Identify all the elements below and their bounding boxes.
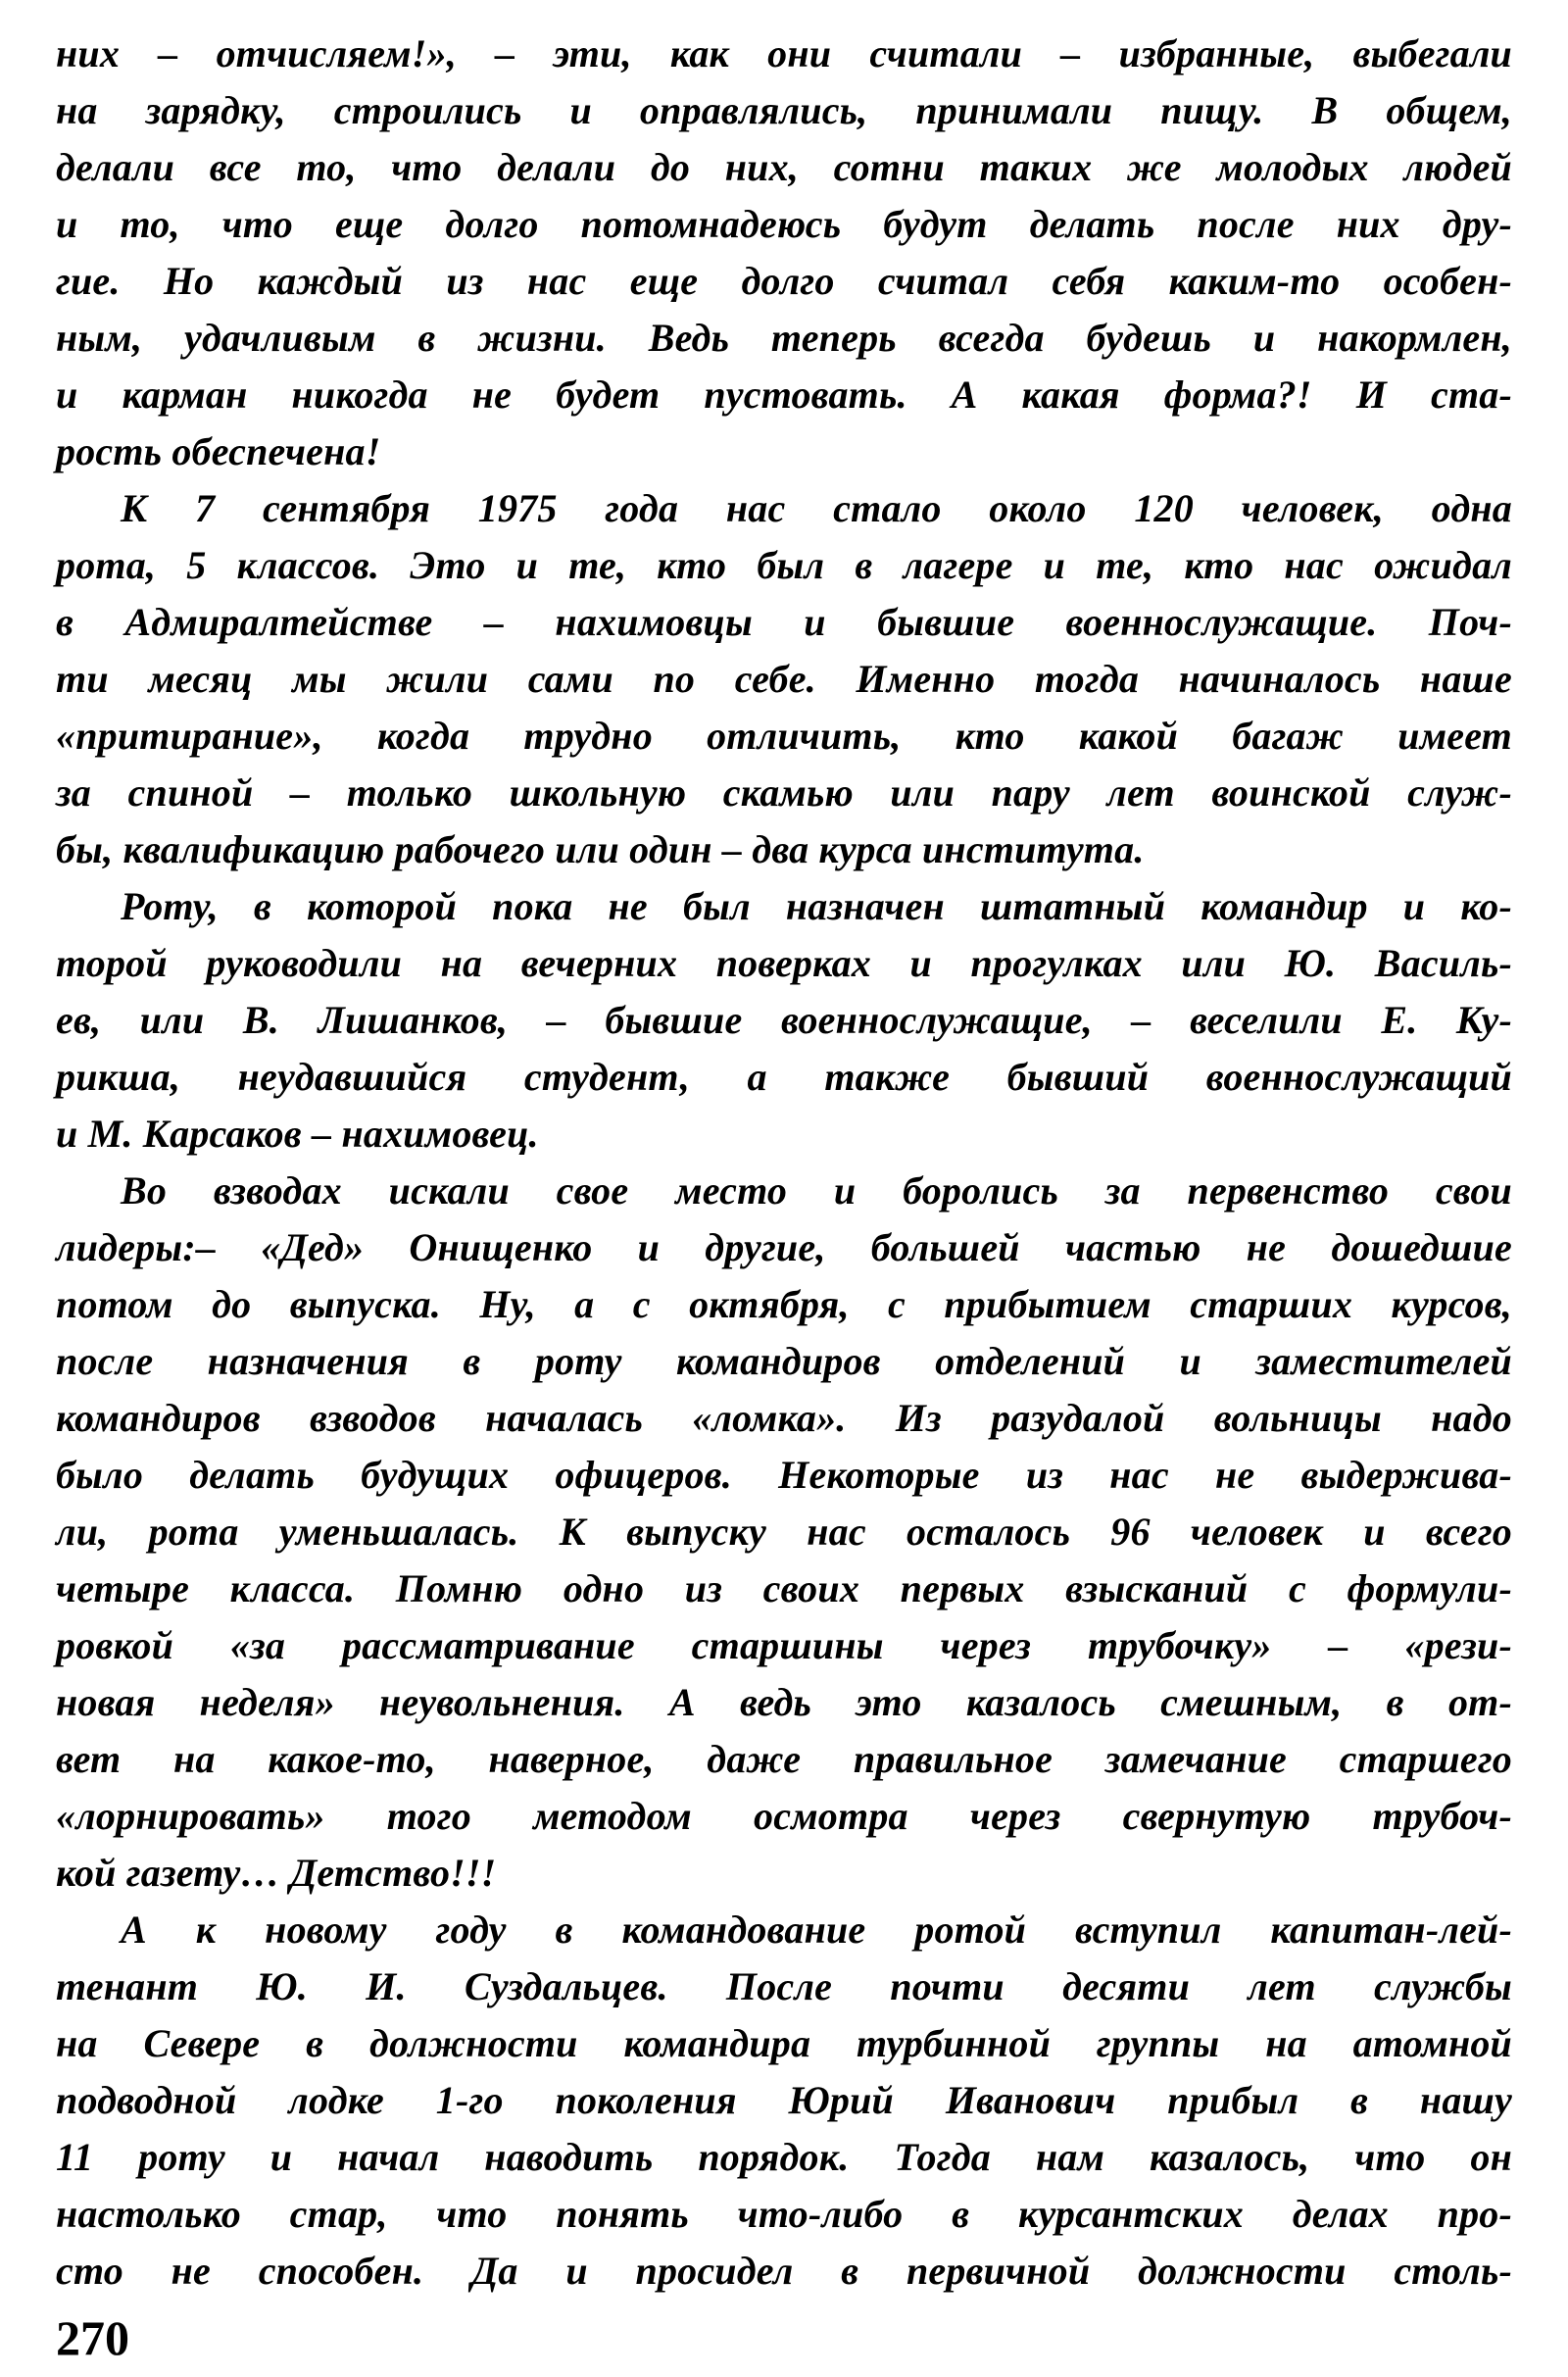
text-line: лидеры:– «Дед» Онищенко и другие, большей частью не дошедшие [56,1225,1512,1269]
text-line: тенант Ю. И. Суздальцев. После почти десяти лет службы [56,1964,1512,2008]
text-line: настолько стар, что понять что-либо в курсантских делах про- [56,2192,1512,2236]
text-line: было делать будущих офицеров. Некоторые из нас не выдержива- [56,1453,1512,1497]
page-text [56,25,1512,2300]
text-line: рикша, неудавшийся студент, а также бывший военнослужащий [56,1055,1512,1099]
text-line: после назначения в роту командиров отделений и заместителей [56,1339,1512,1383]
text-line: подводной лодке 1-го поколения Юрий Иванович прибыл в нашу [56,2078,1512,2122]
text-line: гие. Но каждый из нас еще долго считал себя каким-то особен- [56,259,1512,303]
text-line: К 7 сентября 1975 года нас стало около 120 человек, одна [121,486,1512,530]
text-line: и М. Карсаков – нахимовец. [56,1112,539,1156]
text-line: Роту, в которой пока не был назначен штатный командир и ко- [121,884,1512,928]
text-line: «лорнировать» того методом осмотра через свернутую трубоч- [56,1794,1512,1838]
text-line: четыре класса. Помню одно из своих первых взысканий с формули- [56,1566,1512,1610]
text-line: ровкой «за рассматривание старшины через трубочку» – «рези- [56,1623,1512,1667]
paragraph [56,1902,1512,2300]
text-line: потом до выпуска. Ну, а с октября, с прибытием старших курсов, [56,1282,1512,1326]
paragraph [56,878,1512,1163]
text-line: ти месяц мы жили сами по себе. Именно тогда начиналось наше [56,657,1512,701]
text-line: за спиной – только школьную скамью или пару лет воинской служ- [56,770,1512,815]
text-line: ли, рота уменьшалась. К выпуску нас осталось 96 человек и всего [56,1510,1512,1554]
text-line: новая неделя» неувольнения. А ведь это казалось смешным, в от- [56,1680,1512,1724]
text-line: ным, удачливым в жизни. Ведь теперь всегда будешь и накормлен, [56,316,1512,360]
text-line: бы, квалификацию рабочего или один – два курса института. [56,827,1145,871]
text-line: рота, 5 классов. Это и те, кто был в лагере и те, кто нас ожидал [56,543,1512,587]
text-line: них – отчисляем!», – эти, как они считали – избранные, выбегали [56,31,1512,75]
text-line: делали все то, что делали до них, сотни таких же молодых людей [56,145,1512,189]
text-line: торой руководили на вечерних поверках и прогулках или Ю. Василь- [56,941,1512,985]
text-line: командиров взводов началась «ломка». Из разудалой вольницы надо [56,1396,1512,1440]
text-line: рость обеспечена! [56,429,381,473]
text-line: 11 роту и начал наводить порядок. Тогда нам казалось, что он [56,2135,1512,2179]
paragraph [56,25,1512,480]
text-line: «притирание», когда трудно отличить, кто какой багаж имеет [56,714,1512,758]
text-line: сто не способен. Да и просидел в первичной должности столь- [56,2249,1512,2293]
text-line: на Севере в должности командира турбинной группы на атомной [56,2021,1512,2065]
paragraph [56,1163,1512,1902]
text-line: А к новому году в командование ротой вступил капитан-лей- [121,1907,1512,1952]
text-line: ев, или В. Лишанков, – бывшие военнослужащие, – веселили Е. Ку- [56,998,1512,1042]
paragraph [56,480,1512,878]
text-line: и карман никогда не будет пустовать. А какая форма?! И ста- [56,372,1512,417]
text-line: и то, что еще долго потомнадеюсь будут делать после них дру- [56,202,1512,246]
text-line: кой газету… Детство!!! [56,1851,497,1895]
text-line: на зарядку, строились и оправлялись, принимали пищу. В общем, [56,88,1512,132]
page-number: 270 [56,2310,129,2365]
text-line: в Адмиралтействе – нахимовцы и бывшие военнослужащие. Поч- [56,600,1512,644]
text-line: вет на какое-то, наверное, даже правильное замечание старшего [56,1737,1512,1781]
text-line: Во взводах искали свое место и боролись за первенство свои [121,1168,1512,1213]
